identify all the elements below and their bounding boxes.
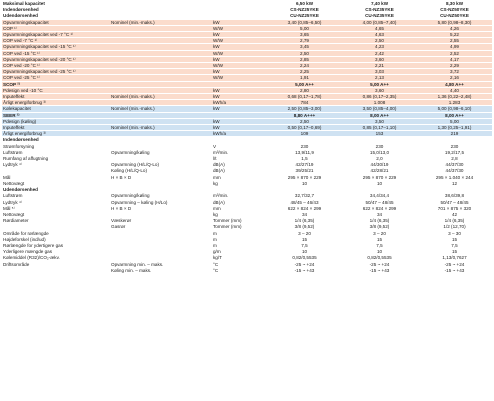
spec-label: Nettovægt xyxy=(2,180,110,186)
spec-label: Årligt energiforbrug ³⁾ xyxy=(2,100,110,106)
spec-value-nz25: 32,7/32,7 xyxy=(267,193,342,199)
spec-value-nz50: 44/37/30 xyxy=(417,162,492,168)
spec-unit: kW xyxy=(212,32,267,38)
spec-value-nz35: 4,23 xyxy=(342,44,417,50)
spec-value-nz35: -15 ~ +43 xyxy=(342,267,417,273)
spec-unit: l/t xyxy=(212,156,267,162)
spec-value-nz25: 109 xyxy=(267,131,342,137)
spec-value-nz25: 3 – 20 xyxy=(267,230,342,236)
spec-unit: dB(A) xyxy=(212,162,267,168)
spec-value-nz25: 3/8 (9,52) xyxy=(267,224,342,230)
spec-unit: kW xyxy=(212,56,267,62)
spec-unit: W/W xyxy=(212,25,267,31)
spec-label: Højdeforskel (ind/ud) xyxy=(2,236,110,242)
spec-value-nz25: 2,50 (0,85–3,00) xyxy=(267,106,342,112)
header-cap-3: 8,30 kW xyxy=(417,1,492,7)
spec-value-nz35: 34,4/34,4 xyxy=(342,193,417,199)
spec-unit: kW xyxy=(212,106,267,112)
spec-unit: W/W xyxy=(212,50,267,56)
spec-value-nz50: 230 xyxy=(417,143,492,149)
spec-value-nz50: 1/2 (12,70) xyxy=(417,224,492,230)
spec-label: Udendørsenhed xyxy=(2,13,110,19)
spec-value-nz35: 15,0/13,0 xyxy=(342,149,417,155)
spec-label: Lydtryk ⁴⁾ xyxy=(2,162,110,168)
spec-value-nz25: 0,82/0,5535 xyxy=(267,255,342,261)
spec-value-nz50: 4,80 A++ xyxy=(417,81,492,87)
spec-value-nz25: 1/4 (6,35) xyxy=(267,218,342,224)
spec-value-nz50: 4,40 xyxy=(417,87,492,93)
spec-value-nz50: 1,13/0,7627 xyxy=(417,255,492,261)
spec-value-nz35: 230 xyxy=(342,143,417,149)
spec-label: Driftsområde xyxy=(2,261,110,267)
spec-value-nz50: 219 xyxy=(417,131,492,137)
spec-label: Opvarmningskapacitet ved -25 °C ¹⁾ xyxy=(2,69,110,75)
spec-label: Rørdiameter xyxy=(2,218,110,224)
spec-unit: m xyxy=(212,242,267,248)
spec-value-nz25: 2,50 xyxy=(267,50,342,56)
spec-value-nz50: 3,72 xyxy=(417,69,492,75)
spec-value-nz50: 19,2/17,5 xyxy=(417,149,492,155)
spec-table xyxy=(2,1,492,274)
spec-condition: Nominel (min.-maks.) xyxy=(110,19,212,25)
spec-value-nz35: CU-NZ35YKE xyxy=(342,13,417,19)
spec-unit: dB(A) xyxy=(212,199,267,205)
spec-value-nz35: 15 xyxy=(342,236,417,242)
spec-label: SEER ²⁾ xyxy=(2,112,110,118)
spec-value-nz50: 5,00 xyxy=(417,118,492,124)
spec-condition: H × B × D xyxy=(110,174,212,180)
spec-value-nz35: 34 xyxy=(342,211,417,217)
spec-label: Inputeffekt xyxy=(2,94,110,100)
spec-value-nz50: 1/4 (6,35) xyxy=(417,218,492,224)
spec-value-nz50: 4,26 xyxy=(417,25,492,31)
spec-label: Rumfang af affugtning xyxy=(2,156,110,162)
spec-value-nz25: 1,91 xyxy=(267,75,342,81)
spec-value-nz50: 5,22 xyxy=(417,32,492,38)
spec-value-nz50: 4,17 xyxy=(417,56,492,62)
spec-value-nz25: 8,80 A+++ xyxy=(267,112,342,118)
spec-unit: kW xyxy=(212,44,267,50)
spec-unit: Tommer (mm) xyxy=(212,224,267,230)
spec-value-nz35: 3,03 xyxy=(342,69,417,75)
spec-label: Mål xyxy=(2,174,110,180)
spec-label: Opvarmningskapacitet ved -15 °C ¹⁾ xyxy=(2,44,110,50)
spec-label: Lydtryk ⁴⁾ xyxy=(2,199,110,205)
spec-value-nz25: 15 xyxy=(267,236,342,242)
spec-unit: g/m xyxy=(212,249,267,255)
header-label: Maksimal kapacitet xyxy=(2,1,110,7)
spec-value-nz50: CU-NZ50YKE xyxy=(417,13,492,19)
spec-value-nz50: 1.283 xyxy=(417,100,492,106)
spec-unit: V xyxy=(212,143,267,149)
spec-label: Pdesign (køling) xyxy=(2,118,110,124)
spec-value-nz50: 2,29 xyxy=(417,63,492,69)
spec-value-nz25: -25 ~ +24 xyxy=(267,261,342,267)
spec-value-nz50: -25 ~ +24 xyxy=(417,261,492,267)
spec-value-nz25: 2,25 xyxy=(267,69,342,75)
spec-label: Yderligere mængde gas xyxy=(2,249,110,255)
spec-value-nz25: 295 × 870 × 229 xyxy=(267,174,342,180)
spec-label: COP ¹⁾ xyxy=(2,25,110,31)
spec-value-nz35: 1.008 xyxy=(342,100,417,106)
spec-value-nz25: 34 xyxy=(267,211,342,217)
spec-unit: W/W xyxy=(212,63,267,69)
spec-value-nz35: 622 × 824 × 299 xyxy=(342,205,417,211)
spec-unit: m xyxy=(212,236,267,242)
spec-value-nz35: -25 ~ +24 xyxy=(342,261,417,267)
spec-label: Indendørsenhed xyxy=(2,137,110,143)
spec-unit: kWh/a xyxy=(212,131,267,137)
spec-value-nz50: 8,00 A++ xyxy=(417,112,492,118)
header-cap-2: 7,40 kW xyxy=(342,1,417,7)
spec-label: Område for rørlængde xyxy=(2,230,110,236)
spec-unit: kW xyxy=(212,94,267,100)
spec-value-nz25: 622 × 824 × 299 xyxy=(267,205,342,211)
spec-label: COP ved -25 °C ¹⁾ xyxy=(2,75,110,81)
spec-label: COP ved -20 °C ¹⁾ xyxy=(2,63,110,69)
spec-label: Rørlængde for ydertigere gas xyxy=(2,242,110,248)
spec-value-nz50: 3 – 30 xyxy=(417,230,492,236)
spec-value-nz35: 295 × 870 × 229 xyxy=(342,174,417,180)
spec-value-nz35: 4,63 xyxy=(342,32,417,38)
spec-value-nz50: 5,80 (0,98–8,30) xyxy=(417,19,492,25)
spec-value-nz35: 3,60 xyxy=(342,56,417,62)
spec-value-nz35: 10 xyxy=(342,180,417,186)
spec-label: Kølekapacitet xyxy=(2,106,110,112)
spec-label: Udendørsenhed xyxy=(2,187,110,193)
spec-value-nz35: 0,85 (0,17–1,10) xyxy=(342,125,417,131)
spec-value-nz50: 12 xyxy=(417,180,492,186)
spec-unit: °C xyxy=(212,261,267,267)
spec-label: Luftstrøm xyxy=(2,149,110,155)
spec-value-nz50: 2,16 xyxy=(417,75,492,81)
spec-value-nz35: 8,00 A++ xyxy=(342,112,417,118)
spec-value-nz35: 3/8 (9,52) xyxy=(342,224,417,230)
spec-value-nz50: 2,55 xyxy=(417,38,492,44)
spec-value-nz50: CS-NZ50YKE xyxy=(417,7,492,13)
spec-label xyxy=(2,267,110,273)
spec-value-nz25: 2,24 xyxy=(267,63,342,69)
spec-condition: Nominel (min.-maks.) xyxy=(110,106,212,112)
spec-value-nz35: 3,50 xyxy=(342,118,417,124)
spec-value-nz50: 295 × 1.040 × 244 xyxy=(417,174,492,180)
spec-value-nz25: 3,40 (0,85–6,50) xyxy=(267,19,342,25)
spec-label: Opvarmningskapacitet ved -20 °C ¹⁾ xyxy=(2,56,110,62)
spec-value-nz25: CU-NZ25YKE xyxy=(267,13,342,19)
spec-unit: °C xyxy=(212,267,267,273)
spec-value-nz50: 1,36 (0,22–2,48) xyxy=(417,94,492,100)
spec-condition: Opvarmning/køling xyxy=(110,193,212,199)
spec-value-nz25: 1,5 xyxy=(267,156,342,162)
spec-condition: Opvarmning (H/L/Q-Lo) xyxy=(110,162,212,168)
spec-condition: Opvarmning min. – maks. xyxy=(110,261,212,267)
spec-value-nz25: 5,00 A++ xyxy=(267,81,342,87)
spec-value-nz25: 42/27/19 xyxy=(267,162,342,168)
spec-value-nz50: 4,99 xyxy=(417,44,492,50)
spec-unit: kW xyxy=(212,87,267,93)
spec-value-nz35: CS-NZ35YKE xyxy=(342,7,417,13)
spec-value-nz35: 4,00 (0,85–7,40) xyxy=(342,19,417,25)
spec-value-nz25: 0,68 (0,17–1,78) xyxy=(267,94,342,100)
spec-value-nz25: -15 ~ +43 xyxy=(267,267,342,273)
spec-unit: kW xyxy=(212,19,267,25)
spec-label: Strømforsyning xyxy=(2,143,110,149)
spec-value-nz25: 10 xyxy=(267,249,342,255)
spec-value-nz50: 50/47 – 48/45 xyxy=(417,199,492,205)
spec-unit: W/W xyxy=(212,75,267,81)
spec-unit: m xyxy=(212,230,267,236)
spec-condition: Opvarmning – køling (H/Lo) xyxy=(110,199,212,205)
spec-label: Opvarmningskapacitet ved -7 °C ¹⁾ xyxy=(2,32,110,38)
spec-value-nz35: 3,50 (0,85–4,00) xyxy=(342,106,417,112)
spec-unit: kg xyxy=(212,211,267,217)
spec-unit: m³/min. xyxy=(212,193,267,199)
spec-value-nz25: 13,9/11,9 xyxy=(267,149,342,155)
spec-label: SCOP ²⁾ xyxy=(2,81,110,87)
spec-value-nz35: 2,21 xyxy=(342,63,417,69)
spec-value-nz25: 39/25/21 xyxy=(267,168,342,174)
spec-label: COP ved -7 °C ¹⁾ xyxy=(2,38,110,44)
spec-condition: Gasrør xyxy=(110,224,212,230)
spec-value-nz25: 2,79 xyxy=(267,38,342,44)
spec-value-nz35: 10 xyxy=(342,249,417,255)
spec-condition: Nominel (min.-maks.) xyxy=(110,125,212,131)
spec-label: Nettovægt xyxy=(2,211,110,217)
spec-value-nz50: 701 × 875 × 320 xyxy=(417,205,492,211)
spec-value-nz25: 2,80 xyxy=(267,87,342,93)
spec-value-nz25: 784 xyxy=(267,100,342,106)
spec-value-nz50: -15 ~ +43 xyxy=(417,267,492,273)
spec-value-nz35: 50/47 – 48/45 xyxy=(342,199,417,205)
spec-label: Kølemiddel (R32)/CO₂-ækv. xyxy=(2,255,110,261)
spec-unit: kg/T xyxy=(212,255,267,261)
spec-value-nz50: 44/37/30 xyxy=(417,168,492,174)
spec-value-nz25: 3,45 xyxy=(267,44,342,50)
spec-label: Pdesign ved -10 °C xyxy=(2,87,110,93)
spec-condition: H × B × D xyxy=(110,205,212,211)
spec-value-nz25: 230 xyxy=(267,143,342,149)
spec-value-nz50: 42 xyxy=(417,211,492,217)
spec-value-nz50: 5,00 (0,98–6,10) xyxy=(417,106,492,112)
spec-condition: Nominel (min.-maks.) xyxy=(110,94,212,100)
spec-value-nz25: 7,5 xyxy=(267,242,342,248)
spec-value-nz50: 2,8 xyxy=(417,156,492,162)
spec-value-nz25: CS-NZ25YKE xyxy=(267,7,342,13)
header-cap-1: 6,50 kW xyxy=(267,1,342,7)
spec-value-nz25: 5,00 xyxy=(267,25,342,31)
spec-value-nz35: 0,86 (0,17–2,35) xyxy=(342,94,417,100)
table-row xyxy=(2,267,492,273)
spec-unit: m³/min. xyxy=(212,149,267,155)
spec-value-nz35: 2,13 xyxy=(342,75,417,81)
spec-value-nz35: 1/4 (6,35) xyxy=(342,218,417,224)
spec-value-nz50: 15 xyxy=(417,236,492,242)
spec-value-nz25: 2,50 xyxy=(267,118,342,124)
spec-label: Mål ⁵⁾ xyxy=(2,205,110,211)
spec-value-nz50: 38,6/39,8 xyxy=(417,193,492,199)
spec-label: Årligt energiforbrug ³⁾ xyxy=(2,131,110,137)
spec-condition: Køling min. – maks. xyxy=(110,267,212,273)
spec-value-nz25: 48/45 – 46/43 xyxy=(267,199,342,205)
spec-value-nz50: 7,5 xyxy=(417,242,492,248)
spec-value-nz50: 1,30 (0,25–1,91) xyxy=(417,125,492,131)
spec-label: Luftstrøm xyxy=(2,193,110,199)
spec-value-nz35: 3 – 20 xyxy=(342,230,417,236)
spec-condition: Køling (H/L/Q-Lo) xyxy=(110,168,212,174)
spec-value-nz35: 2,50 xyxy=(342,38,417,44)
spec-condition: Væskerør xyxy=(110,218,212,224)
spec-unit: dB(A) xyxy=(212,168,267,174)
spec-unit: kW xyxy=(212,69,267,75)
spec-value-nz50: 2,52 xyxy=(417,50,492,56)
spec-value-nz35: 4,65 xyxy=(342,25,417,31)
spec-value-nz35: 2,0 xyxy=(342,156,417,162)
spec-unit: Tommer (mm) xyxy=(212,218,267,224)
spec-unit: kW xyxy=(212,125,267,131)
spec-value-nz35: 42/28/21 xyxy=(342,168,417,174)
spec-unit: W/W xyxy=(212,38,267,44)
spec-value-nz25: 10 xyxy=(267,180,342,186)
spec-value-nz35: 44/30/19 xyxy=(342,162,417,168)
spec-unit: kg xyxy=(212,180,267,186)
spec-value-nz25: 0,50 (0,17–0,69) xyxy=(267,125,342,131)
spec-value-nz50: 15 xyxy=(417,249,492,255)
spec-label: Indendørsenhed xyxy=(2,7,110,13)
spec-value-nz35: 0,82/0,5535 xyxy=(342,255,417,261)
spec-value-nz25: 3,65 xyxy=(267,32,342,38)
spec-label: Opvarmningskapacitet xyxy=(2,19,110,25)
spec-value-nz35: 7,5 xyxy=(342,242,417,248)
spec-value-nz35: 2,42 xyxy=(342,50,417,56)
spec-value-nz25: 2,85 xyxy=(267,56,342,62)
spec-label: Inputeffekt xyxy=(2,125,110,131)
spec-unit: kWh/a xyxy=(212,100,267,106)
spec-condition: Opvarmning/køling xyxy=(110,149,212,155)
spec-unit: mm xyxy=(212,205,267,211)
spec-value-nz35: 153 xyxy=(342,131,417,137)
spec-unit: kW xyxy=(212,118,267,124)
spec-value-nz35: 5,00 A++ xyxy=(342,81,417,87)
spec-value-nz35: 3,60 xyxy=(342,87,417,93)
spec-unit: mm xyxy=(212,174,267,180)
spec-label: COP ved -15 °C ¹⁾ xyxy=(2,50,110,56)
